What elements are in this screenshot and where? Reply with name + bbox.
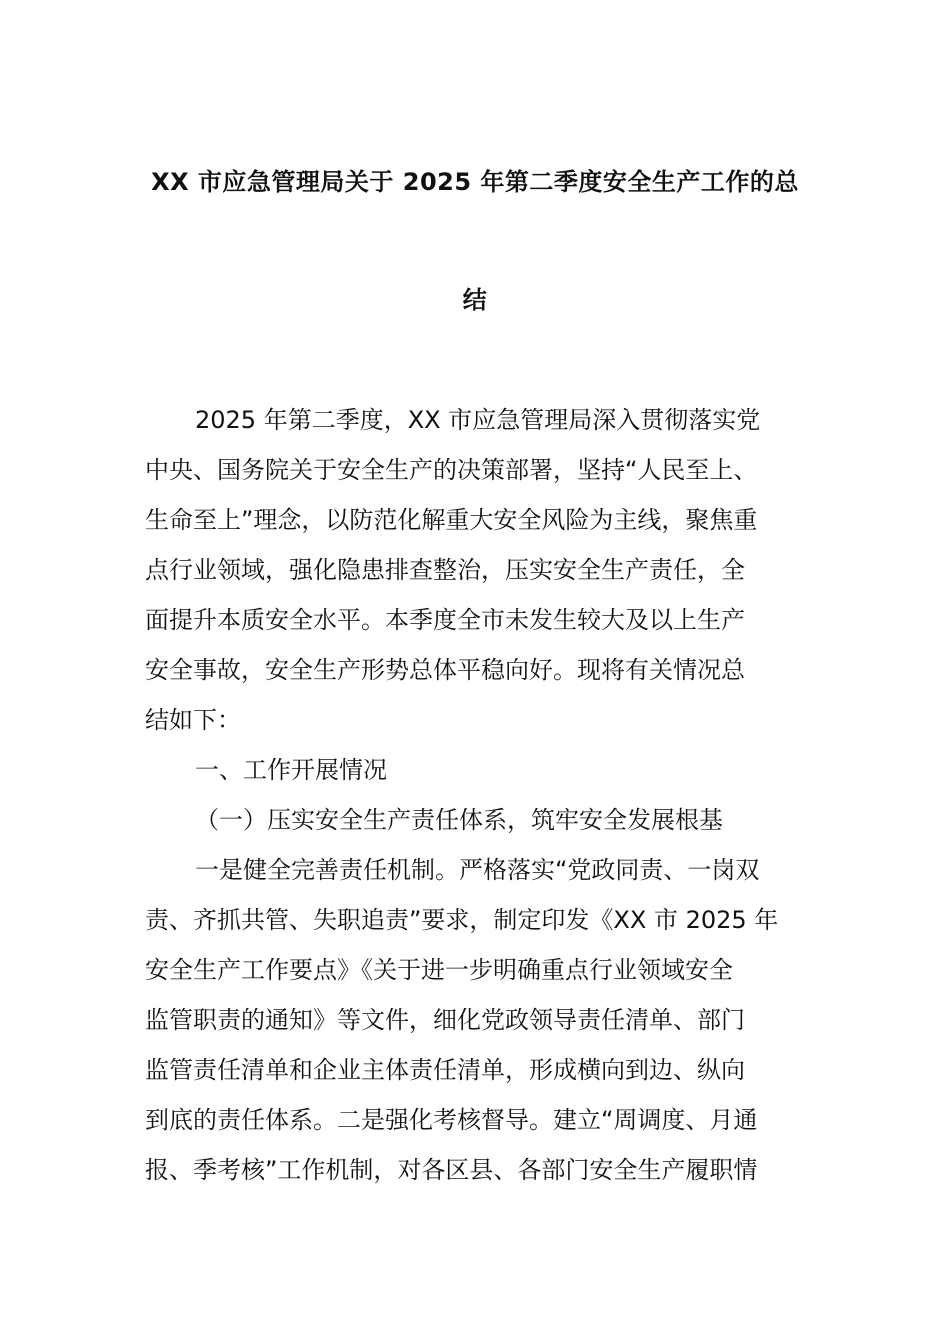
paragraph-line: 安全事故，安全生产形势总体平稳向好。现将有关情况总 <box>145 656 745 684</box>
paragraph-line: 点行业领域，强化隐患排查整治，压实安全生产责任，全 <box>145 556 745 584</box>
paragraph-line: 中央、国务院关于安全生产的决策部署，坚持“人民至上、 <box>145 456 758 484</box>
paragraph-line: 责、齐抓共管、失职追责”要求，制定印发《XX 市 2025 年 <box>145 906 779 934</box>
section-heading: 一、工作开展情况 <box>195 756 387 784</box>
paragraph-line: 生命至上”理念，以防范化解重大安全风险为主线，聚焦重 <box>145 506 758 534</box>
paragraph-line: 结如下： <box>145 706 241 734</box>
document-title-line-2: 结 <box>462 286 488 314</box>
document-title-line-1: XX 市应急管理局关于 2025 年第二季度安全生产工作的总 <box>151 168 799 196</box>
paragraph-line: 一是健全完善责任机制。严格落实“党政同责、一岗双 <box>195 856 760 884</box>
paragraph-line: 2025 年第二季度，XX 市应急管理局深入贯彻落实党 <box>195 406 761 434</box>
paragraph-line: 监管责任清单和企业主体责任清单，形成横向到边、纵向 <box>145 1056 745 1084</box>
paragraph-line: 面提升本质安全水平。本季度全市未发生较大及以上生产 <box>145 606 745 634</box>
paragraph-line: 监管职责的通知》等文件，细化党政领导责任清单、部门 <box>145 1006 745 1034</box>
paragraph-line: 安全生产工作要点》《关于进一步明确重点行业领域安全 <box>145 956 733 984</box>
paragraph-line: 报、季考核”工作机制，对各区县、各部门安全生产履职情 <box>145 1156 758 1184</box>
paragraph-line: 到底的责任体系。二是强化考核督导。建立“周调度、月通 <box>145 1106 758 1134</box>
subsection-heading: （一）压实安全生产责任体系，筑牢安全发展根基 <box>195 806 723 834</box>
